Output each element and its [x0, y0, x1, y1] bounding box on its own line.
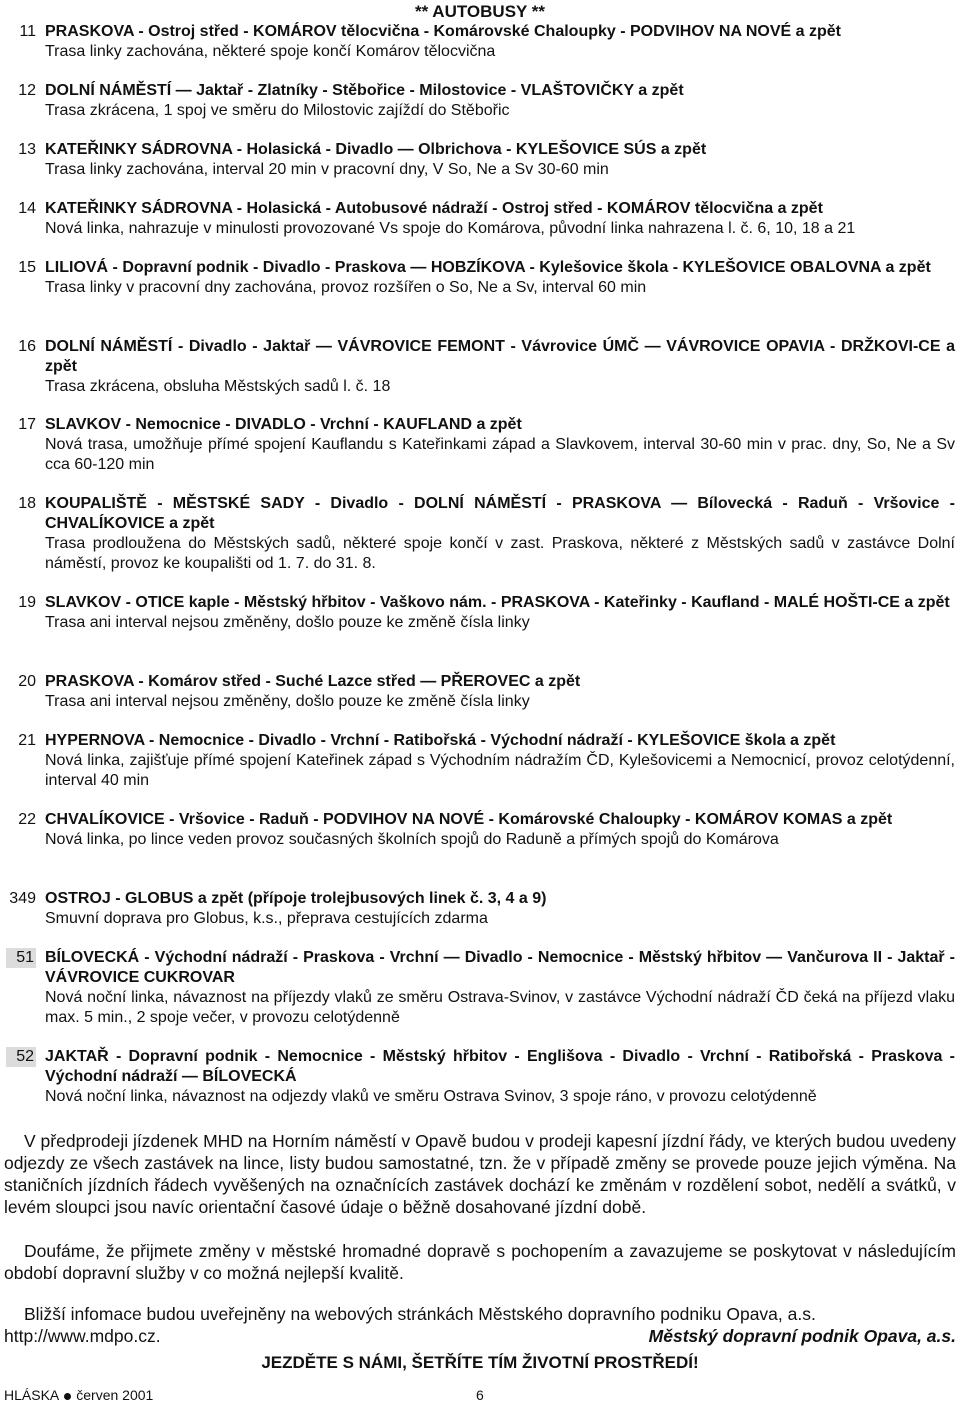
route-number: 21 — [18, 732, 36, 749]
route-note: Trasa zkrácena, 1 spoj ve směru do Milostovic zajíždí do Stěbořic — [45, 102, 510, 119]
route-note: Trasa linky v pracovní dny zachována, provoz rozšířen o So, Ne a Sv, interval 60 min — [45, 279, 647, 296]
route-number: 12 — [18, 82, 36, 99]
route-title: SLAVKOV - OTICE kaple - Městský hřbitov - Vaškovo nám. - PRASKOVA - Kateřinky - Kaufland - MALÉ HOŠTI-CE a zpět — [45, 594, 950, 611]
route-note: Trasa linky zachována, některé spoje končí Komárov tělocvična — [45, 43, 496, 60]
route-number: 14 — [18, 200, 36, 217]
route-title: LILIOVÁ - Dopravní podnik - Divadlo - Praskova — HOBZÍKOVA - Kylešovice škola - KYLEŠOVICE OBALOVNA a zpět — [45, 259, 931, 276]
route-note: Trasa ani interval nejsou změněny, došlo pouze ke změně čísla linky — [45, 693, 530, 710]
route-note: Trasa linky zachována, interval 20 min v pracovní dny, V So, Ne a Sv 30-60 min — [45, 161, 609, 178]
route-note: Trasa ani interval nejsou změněny, došlo pouze ke změně čísla linky — [45, 614, 530, 631]
route-title: KATEŘINKY SÁDROVNA - Holasická - Divadlo — Olbrichova - KYLEŠOVICE SÚS a zpět — [45, 141, 707, 158]
page-number: 6 — [476, 1387, 484, 1403]
route-number: 22 — [18, 811, 36, 828]
route-title: SLAVKOV - Nemocnice - DIVADLO - Vrchní - KAUFLAND a zpět — [45, 416, 522, 433]
route-note: Trasa zkrácena, obsluha Městských sadů l. č. 18 — [45, 378, 391, 395]
route-body — [45, 81, 955, 121]
route-body — [45, 337, 955, 397]
route-title: DOLNÍ NÁMĚSTÍ - Divadlo - Jaktař — VÁVROVICE FEMONT - Vávrovice ÚMČ — VÁVROVICE OPAVIA - DRŽKOVI-CE a zpět — [45, 338, 955, 375]
route-body — [45, 810, 955, 850]
route-number: 11 — [19, 23, 36, 40]
route-body — [45, 731, 955, 791]
route-number: 349 — [9, 890, 36, 907]
route-title: HYPERNOVA - Nemocnice - Divadlo - Vrchní - Ratibořská - Východní nádraží - KYLEŠOVICE škola a zpět — [45, 732, 836, 749]
route-number: 20 — [18, 673, 36, 690]
section-heading: ** AUTOBUSY ** — [414, 2, 546, 21]
route-body — [45, 258, 955, 298]
hope-paragraph: Doufáme, že přijmete změny v městské hromadné dopravě s pochopením a zavazujeme se poskytovat v následujícím období dopravní služby v co možná nejlepší kvalitě. — [4, 1241, 956, 1283]
route-title: KATEŘINKY SÁDROVNA - Holasická - Autobusové nádraží - Ostroj střed - KOMÁROV tělocvična a zpět — [45, 200, 823, 217]
route-note: Trasa prodloužena do Městských sadů, některé spoje končí v zast. Praskova, některé z Městských sadů v zastávce Dolní náměstí, provoz ke koupališti od 1. 7. do 31. 8. — [45, 535, 955, 572]
route-body — [45, 22, 955, 62]
route-title: DOLNÍ NÁMĚSTÍ — Jaktař - Zlatníky - Stěbořice - Milostovice - VLAŠTOVIČKY a zpět — [45, 82, 684, 99]
signature: Městský dopravní podnik Opava, a.s. — [648, 1326, 956, 1346]
route-number: 18 — [18, 495, 36, 512]
footer — [4, 1387, 153, 1403]
route-note: Nová linka, nahrazuje v minulosti provozované Vs spoje do Komárova, původní linka nahrazena l. č. 6, 10, 18 a 21 — [45, 220, 856, 237]
route-body — [45, 140, 955, 180]
presale-paragraph: V předprodeji jízdenek MHD na Horním náměstí v Opavě budou v prodeji kapesní jízdní řády, ve kterých budou uvedeny odjezdy ze všech zastávek na lince, listy budou samostatné, tzn. že v případě změny se provede pouze jejich výměna. Na staničních jízdních řádech vyvěšených na označnících zastávek dochází ke změnám v rozdělení sobot, nedělí a svátků, v levém sloupci jsou navíc orientační časové údaje o běžně dosahované jízdní době. — [4, 1131, 956, 1217]
route-number: 13 — [18, 141, 36, 158]
route-note: Nová linka, po lince veden provoz současných školních spojů do Raduně a přímých spojů do Komárova — [45, 831, 779, 848]
route-title: PRASKOVA - Komárov střed - Suché Lazce střed — PŘEROVEC a zpět — [45, 673, 581, 690]
route-body — [45, 889, 955, 929]
route-title: OSTROJ - GLOBUS a zpět (přípoje trolejbusových linek č. 3, 4 a 9) — [45, 890, 547, 907]
route-note: Nová noční linka, návaznost na příjezdy vlaků ze směru Ostrava-Svinov, v zastávce Východní nádraží ČD čeká na příjezd vlaku max. 5 min., 2 spoje večer, v provozu celotýdenně — [45, 989, 955, 1026]
route-title: CHVALÍKOVICE - Vršovice - Raduň - PODVIHOV NA NOVÉ - Komárovské Chaloupky - KOMÁROV KOMAS a zpět — [45, 811, 893, 828]
website-link[interactable]: http://www.mdpo.cz. — [4, 1326, 161, 1346]
route-number: 16 — [18, 338, 36, 355]
route-body — [45, 593, 955, 633]
route-body — [45, 199, 955, 239]
publication-date: červen 2001 — [76, 1387, 154, 1403]
route-note: Nová noční linka, návaznost na odjezdy vlaků ve směru Ostrava Svinov, 3 spoje ráno, v provozu celotýdenně — [45, 1088, 817, 1105]
route-number: 52 — [6, 1047, 36, 1067]
route-note: Smuvní doprava pro Globus, k.s., přeprava cestujících zdarma — [45, 910, 488, 927]
route-body — [45, 672, 955, 712]
route-title: PRASKOVA - Ostroj střed - KOMÁROV tělocvična - Komárovské Chaloupky - PODVIHOV NA NOVÉ a zpět — [45, 23, 841, 40]
bullet-icon — [64, 1393, 71, 1400]
route-number: 19 — [18, 594, 36, 611]
route-title: BÍLOVECKÁ - Východní nádraží - Praskova - Vrchní — Divadlo - Nemocnice - Městský hřbitov — Vančurova II - Jaktař - VÁVROVICE CUKROVAR — [45, 949, 955, 986]
route-note: Nová linka, zajišťuje přímé spojení Kateřinek západ s Východním nádražím ČD, Kylešovicemi a Nemocnicí, provoz celotýdenní, interval 40 min — [45, 752, 955, 789]
route-number: 17 — [18, 416, 36, 433]
info-paragraph: Bližší infomace budou uveřejněny na webových stránkách Městského dopravního podniku Opava, a.s. — [24, 1304, 816, 1324]
slogan: JEZDĚTE S NÁMI, ŠETŘÍTE TÍM ŽIVOTNÍ PROSTŘEDÍ! — [261, 1353, 699, 1372]
route-number: 51 — [6, 948, 36, 968]
route-body — [45, 415, 955, 475]
route-body — [45, 1047, 955, 1107]
route-body — [45, 948, 955, 1028]
route-number: 15 — [18, 259, 36, 276]
route-title: JAKTAŘ - Dopravní podnik - Nemocnice - Městský hřbitov - Englišova - Divadlo - Vrchní - Ratibořská - Praskova - Východní nádraží — BÍLOVECKÁ — [45, 1048, 955, 1085]
publication-name: HLÁSKA — [4, 1387, 60, 1403]
route-title: KOUPALIŠTĚ - MĚSTSKÉ SADY - Divadlo - DOLNÍ NÁMĚSTÍ - PRASKOVA — Bílovecká - Raduň - Vršovice - CHVALÍKOVICE a zpět — [45, 495, 955, 532]
contact-row — [4, 1325, 956, 1347]
route-note: Nová trasa, umožňuje přímé spojení Kauflandu s Kateřinkami západ a Slavkovem, interval 30-60 min v prac. dny, So, Ne a Sv cca 60-120 min — [45, 436, 955, 473]
route-body — [45, 494, 955, 574]
